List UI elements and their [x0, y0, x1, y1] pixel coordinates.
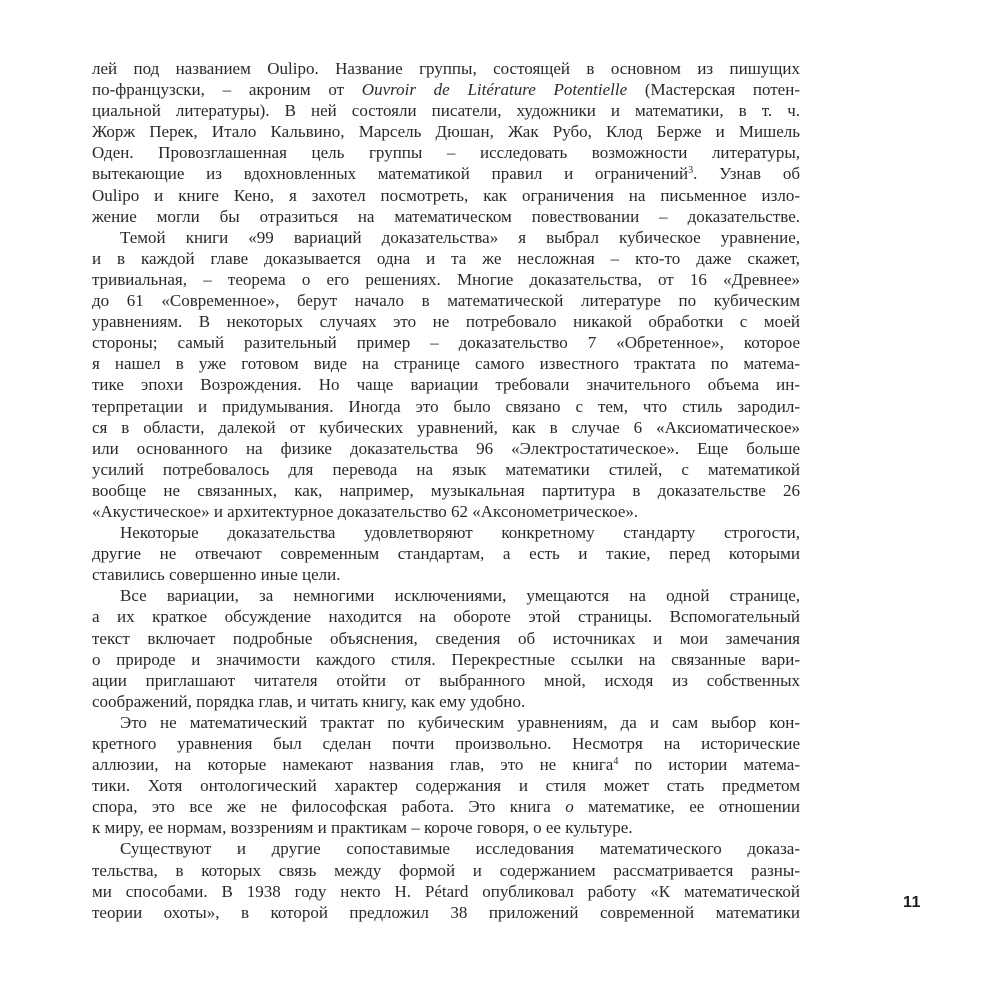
text-run: лей под названием Oulipo. Название группы, состоящей в основном из пишущих	[92, 59, 800, 78]
text-line	[92, 163, 800, 184]
paragraph	[92, 227, 800, 522]
text-run: Оден. Провозглашенная цель группы – исследовать возможности литературы,	[92, 143, 800, 163]
text-run: и в каждой главе доказывается одна и та же несложная – кто-то даже скажет,	[92, 248, 800, 268]
text-line	[92, 838, 800, 859]
text-run: тики. Хотя онтологический характер содержания и стиля может стать предметом	[92, 776, 800, 796]
text-line	[92, 248, 800, 269]
text-line	[92, 332, 800, 353]
text-line	[92, 628, 800, 649]
text-run: ся в области, далекой от кубических уравнений, как в случае 6 «Аксиоматическое»	[92, 417, 800, 437]
text-line	[92, 185, 800, 206]
text-run: Темой книги «99 вариаций доказательства» я выбрал кубическое уравнение,	[120, 227, 800, 247]
text-run: а их краткое обсуждение находится на обороте этой страницы. Вспомогательный	[92, 607, 800, 627]
text-run: о	[565, 797, 574, 817]
text-run: математике, ее отношении	[573, 797, 800, 817]
text-run: тривиальная, – теорема о его решениях. Многие доказательства, от 16 «Древнее»	[92, 269, 800, 289]
text-line	[92, 311, 800, 332]
page-number: 11	[903, 894, 921, 911]
text-run: ставились совершенно иные цели.	[92, 565, 341, 585]
text-line	[92, 459, 800, 480]
text-line	[92, 417, 800, 438]
text-run: уравнениям. В некоторых случаях это не потребовало никакой обработки с моей	[92, 312, 800, 332]
text-run: теории охоты», в которой предложил 38 приложений современной математики	[92, 902, 800, 922]
text-run: ми способами. В 1938 году некто H. Pétard опубликовал работу «К математической	[92, 881, 800, 901]
text-line	[92, 606, 800, 627]
text-line	[92, 775, 800, 796]
text-line	[92, 670, 800, 691]
text-line	[92, 754, 800, 775]
text-line	[92, 438, 800, 459]
text-run: по-французски, – акроним от	[92, 80, 362, 100]
text-line	[92, 374, 800, 395]
text-line	[92, 733, 800, 754]
text-run: «Акустическое» и архитектурное доказательство 62 «Аксонометрическое».	[92, 501, 639, 521]
text-line	[92, 585, 800, 606]
text-line	[92, 206, 800, 227]
text-line	[92, 227, 800, 248]
footnote-marker: 4	[613, 756, 619, 768]
paragraph	[92, 838, 800, 922]
text-line	[92, 142, 800, 163]
text-line	[92, 79, 800, 100]
text-run: кретного уравнения был сделан почти произвольно. Несмотря на исторические	[92, 734, 800, 753]
text-run: усилий потребовалось для перевода на язык математики стилей, с математикой	[92, 459, 800, 479]
text-line	[92, 691, 800, 712]
text-line	[92, 353, 800, 374]
text-line	[92, 480, 800, 501]
text-run: (Мастерская потен-	[627, 80, 800, 100]
text-run: о природе и значимости каждого стиля. Перекрестные ссылки на связанные вари-	[92, 649, 800, 669]
text-line	[92, 501, 800, 522]
text-run: или основанного на физике доказательства 96 «Электростатическое». Еще больше	[92, 438, 800, 458]
paragraph	[92, 58, 800, 227]
text-line	[92, 58, 800, 79]
text-line	[92, 269, 800, 290]
text-run: вытекающие из вдохновленных математикой правил и ограничений	[92, 164, 689, 184]
text-line	[92, 564, 800, 585]
text-line	[92, 902, 800, 923]
text-run: Это не математический трактат по кубическим уравнениям, да и сам выбор кон-	[120, 712, 800, 732]
text-line	[92, 860, 800, 881]
paragraph	[92, 585, 800, 712]
text-run: Все вариации, за немногими исключениями, умещаются на одной странице,	[120, 586, 800, 606]
text-run: тике эпохи Возрождения. Но чаще вариации требовали значительного объема ин-	[92, 375, 800, 395]
text-run: к миру, ее нормам, воззрениям и практикам – короче говоря, о ее культуре.	[92, 818, 633, 838]
text-line	[92, 100, 800, 121]
text-run: Ouvroir de Litérature Potentielle	[361, 80, 628, 100]
text-run: стороны; самый разительный пример – доказательство 7 «Обретенное», которое	[92, 333, 800, 353]
text-line	[92, 881, 800, 902]
text-run: я нашел в уже готовом виде на странице самого известного трактата по матема-	[92, 354, 800, 374]
text-run: жение могли бы отразиться на математическом повествовании – доказательстве.	[92, 206, 800, 226]
text-run: тельства, в которых связь между формой и содержанием рассматривается разны-	[92, 860, 800, 880]
text-run: . Узнав об	[693, 164, 800, 184]
text-run: циальной литературы). В ней состояли писатели, художники и математики, в т. ч.	[92, 101, 800, 121]
text-run: Некоторые доказательства удовлетворяют конкретному стандарту строгости,	[120, 523, 800, 543]
footnote-marker: 3	[688, 165, 694, 177]
text-run: Oulipo и книге Кено, я захотел посмотреть, как ограничения на письменное изло-	[92, 185, 800, 205]
text-run: до 61 «Современное», берут начало в математической литературе по кубическим	[92, 291, 800, 311]
text-run: спора, это все же не философская работа. Это книга	[92, 797, 566, 817]
paragraph	[92, 522, 800, 585]
text-run: соображений, порядка глав, и читать книгу, как ему удобно.	[92, 691, 526, 711]
text-line	[92, 796, 800, 817]
text-block	[92, 58, 800, 923]
text-run: терпретации и придумывания. Иногда это было связано с тем, что стиль зародил-	[92, 396, 800, 416]
paragraph	[92, 712, 800, 839]
text-line	[92, 649, 800, 670]
text-line	[92, 817, 800, 838]
text-line	[92, 290, 800, 311]
text-run: ации приглашают читателя отойти от выбранного мной, исходя из собственных	[92, 670, 800, 690]
text-line	[92, 543, 800, 564]
text-run: по истории матема-	[618, 755, 800, 775]
text-line	[92, 712, 800, 733]
text-run: вообще не связанных, как, например, музыкальная партитура в доказательстве 26	[92, 480, 800, 500]
text-run: Жорж Перек, Итало Кальвино, Марсель Дюшан, Жак Рубо, Клод Берже и Мишель	[92, 122, 800, 142]
text-line	[92, 522, 800, 543]
text-run: другие не отвечают современным стандартам, а есть и такие, перед которыми	[92, 544, 800, 564]
text-run: текст включает подробные объяснения, сведения об источниках и мои замечания	[92, 628, 800, 648]
text-line	[92, 396, 800, 417]
text-run: Существуют и другие сопоставимые исследования математического доказа-	[120, 839, 800, 859]
text-line	[92, 121, 800, 142]
text-run: аллюзии, на которые намекают названия глав, это не книга	[92, 755, 614, 775]
